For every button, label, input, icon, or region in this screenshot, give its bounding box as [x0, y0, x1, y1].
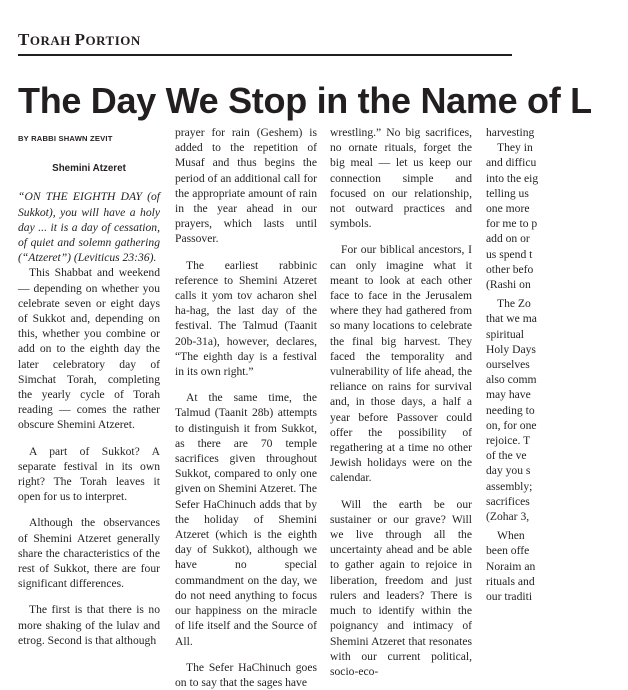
column-4-line: They in — [497, 141, 533, 155]
article-column-3 — [330, 125, 472, 679]
column-4-line: may have — [486, 388, 531, 402]
column-4-line: on, for one — [486, 418, 537, 432]
column-4-line: us spend t — [486, 247, 533, 261]
paragraph: A part of Sukkot? A separate festival in its own right? The Torah leaves it open for us to interpret. — [18, 444, 160, 504]
column-4-line: and difficu — [486, 156, 537, 170]
section-initial-1: T — [18, 30, 30, 49]
column-4-line: also comm — [486, 373, 537, 387]
paragraph: This Shabbat and weekend — depending on whether you celebrate seven or eight days of Sukkot and, depending on this, whether you combine or add on to the eighth day the later celebratory day of Simchat Torah, completing the yearly cycle of Torah reading — comes the rather obscure Shemini Atzeret. — [18, 266, 160, 432]
topic-subhead: Shemini Atzeret — [52, 163, 126, 175]
column-4-line: needing to — [486, 403, 535, 417]
article-column-1 — [18, 124, 160, 648]
column-4-line: for me to p — [486, 217, 538, 231]
section-rest-2: ORTION — [85, 33, 141, 48]
byline: BY RABBI SHAWN ZEVIT — [18, 134, 113, 143]
column-4-line: When — [497, 529, 525, 543]
column-4-line: ourselves — [486, 358, 530, 372]
paragraph: The Sefer HaChinuch goes on to say that the sages have — [175, 660, 317, 689]
column-4-line: into the eig — [486, 171, 539, 185]
column-4-line: of the ve — [486, 449, 527, 463]
section-rule — [18, 54, 512, 56]
column-4-line: one more — [486, 202, 530, 216]
column-4-line: sacrifices — [486, 494, 530, 508]
column-4-line: been offe — [486, 544, 530, 558]
column-4-line: telling us — [486, 186, 529, 200]
paragraph: At the same time, the Talmud (Taanit 28b) attempts to distinguish it from Sukkot, as there are 70 temple sacrifices given throughout Sukkot, compared to only one given on Shemini Atzeret. The Sefer HaChinuch adds that by the holiday of Shemini Atzeret (which is the eighth day of Sukkot), although we have no special commandment on the day, we do not need anything to focus our happiness on the miracle of life itself and the Source of All. — [175, 391, 317, 648]
paragraph: The earliest rabbinic reference to Shemini Atzeret calls it yom tov acharon shel ha-hag, the last day of the festival. The Talmud (Taanit 20b-31a), however, declares, “The eighth day is a festival in its own right.” — [175, 258, 317, 379]
column-4-line: (Rashi on — [486, 278, 531, 292]
column-4-line: Noraim an — [486, 559, 536, 573]
column-4-line: that we ma — [486, 312, 537, 326]
section-initial-2: P — [74, 30, 86, 49]
column-4-line: spiritual — [486, 327, 524, 341]
column-4-line: our traditi — [486, 590, 533, 604]
paragraph: Will the earth be our sustainer or our grave? Will we live through all the uncertainty ahead and be able to gather again to rejoice in liberation, freedom and just rulers and leaders? There is much to identify within the poignancy and intimacy of Shemini Atzeret that resonates with our current political, socio-eco- — [330, 497, 472, 678]
column-4-line: (Zohar 3, — [486, 510, 530, 524]
article-headline: The Day We Stop in the Name of L — [18, 80, 592, 121]
column-4-line: harvesting — [486, 126, 535, 139]
paragraph: prayer for rain (Geshem) is added to the repetition of Musaf and thus begins the period of an additional call for the appropriate amount of rain in the year ahead in our prayers, which lasts until Passover. — [175, 126, 317, 246]
column-4-line: The Zo — [497, 297, 531, 311]
paragraph: The first is that there is no more shaking of the lulav and etrog. Second is that although — [18, 603, 160, 647]
article-column-4 — [486, 125, 628, 604]
column-4-line: add on or — [486, 232, 530, 246]
section-rest-1: ORAH — [29, 33, 75, 48]
column-4-line: other befo — [486, 262, 534, 276]
paragraph: wrestling.” No big sacrifices, no ornate rituals, forget the big meal — let us keep our connection simple and focused on our relationship, not outward practices and symbols. — [330, 126, 472, 231]
epigraph-quote: “ON THE EIGHTH DAY (of Sukkot), you will have a holy day ... it is a day of cessation, of quiet and solemn gathering (“Atzeret”) (Leviticus 23:36). — [18, 190, 160, 265]
column-4-line: rejoice. T — [486, 434, 531, 448]
paragraph: For our biblical ancestors, I can only imagine what it meant to look at each other face to face in the Jerusalem where they had gathered from so many locations to celebrate the final big harvest. They faced the temporality and vulnerability of life ahead, the reliance on rains for survival and, in those days, a half a year before Passover could offer the possibility of regathering at a time no other Jewish holidays were on the calendar. — [330, 243, 472, 485]
article-column-2 — [175, 125, 317, 690]
column-4-line: day you s — [486, 464, 531, 478]
section-heading — [18, 30, 141, 50]
column-4-line: Holy Days — [486, 342, 536, 356]
column-4-line: rituals and — [486, 574, 535, 588]
column-4-line: assembly; — [486, 479, 533, 493]
paragraph: Although the observances of Shemini Atzeret generally share the characteristics of the rest of Sukkot, there are four significant differences. — [18, 516, 160, 591]
